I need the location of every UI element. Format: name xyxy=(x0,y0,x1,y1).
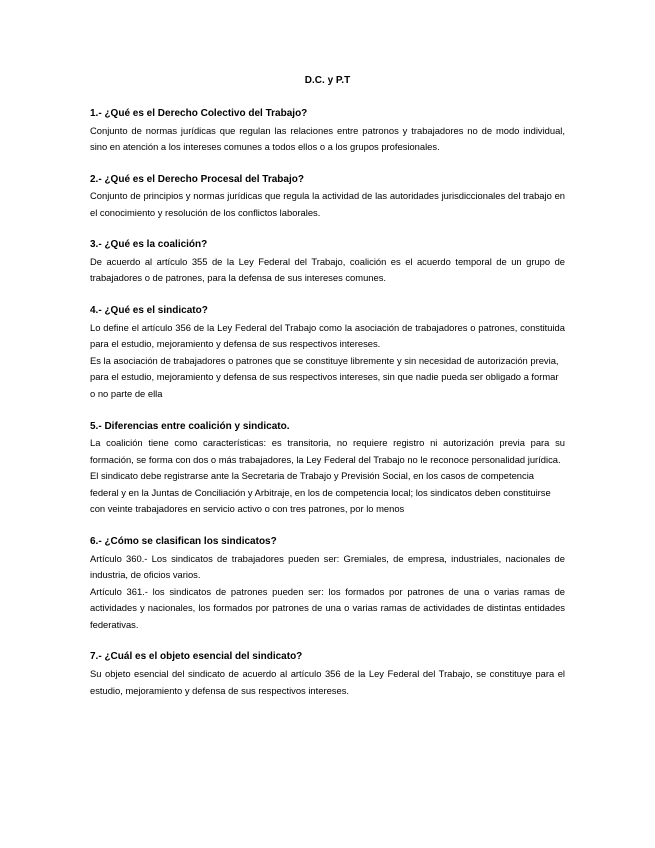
answer-paragraph: El sindicato debe registrarse ante la Secretaria de Trabajo y Previsión Social, en los casos de competencia federal y en la Juntas de Conciliación y Arbitraje, en los de competencia local; los sindicatos deben constituirse con veinte trabajadores en servicio activo o con tres patrones, por lo menos xyxy=(90,470,551,515)
answer-paragraph: De acuerdo al artículo 355 de la Ley Federal del Trabajo, coalición es el acuerdo temporal de un grupo de trabajadores o de patrones, para la defensa de sus intereses comunes. xyxy=(90,255,565,284)
question-1 xyxy=(90,106,565,156)
question-heading: 4.- ¿Qué es el sindicato? xyxy=(90,305,208,317)
question-heading: 3.- ¿Qué es la coalición? xyxy=(90,239,208,251)
answer-paragraph: La coalición tiene como características: es transitoria, no requiere registro ni autorización previa para su formación, se forma con dos o más trabajadores, la Ley Federal del Trabajo no le reconoce personalidad jurídica. xyxy=(90,437,565,465)
answer-paragraph: Conjunto de principios y normas jurídicas que regula la actividad de las autoridades jurisdiccionales del trabajo en el conocimiento y resolución de los conflictos laborales. xyxy=(90,190,565,218)
question-heading: 1.- ¿Qué es el Derecho Colectivo del Trabajo? xyxy=(90,108,308,119)
answer-paragraph: Su objeto esencial del sindicato de acuerdo al artículo 356 de la Ley Federal del Trabajo, se constituye para el estudio, mejoramiento y defensa de sus respectivos intereses. xyxy=(90,667,565,696)
question-3 xyxy=(90,237,565,287)
document-title: D.C. y P.T xyxy=(304,75,351,86)
question-2 xyxy=(90,172,565,222)
question-heading: 2.- ¿Qué es el Derecho Procesal del Trabajo? xyxy=(90,173,304,185)
question-5 xyxy=(90,419,565,518)
question-7 xyxy=(90,649,565,699)
answer-paragraph: Artículo 361.- los sindicatos de patrones pueden ser: los formados por patrones de una o varias ramas de actividades y nacionales, los formados por patrones de una o varias ramas de actividades de distintas entidades federativas. xyxy=(90,585,565,630)
answer-paragraph: Artículo 360.- Los sindicatos de trabajadores pueden ser: Gremiales, de empresa, industriales, nacionales de industria, de oficios varios. xyxy=(90,552,565,581)
question-6 xyxy=(90,534,565,633)
question-4 xyxy=(90,303,565,402)
answer-paragraph: Conjunto de normas jurídicas que regulan las relaciones entre patronos y trabajadores no de modo individual, sino en atención a los intereses comunes a todos ellos o a los grupos profesionales. xyxy=(90,124,565,153)
question-heading: 6.- ¿Cómo se clasifican los sindicatos? xyxy=(90,536,277,547)
document-page xyxy=(90,74,565,715)
answer-paragraph: Lo define el artículo 356 de la Ley Federal del Trabajo como la asociación de trabajadores o patrones, constituida para el estudio, mejoramiento y defensa de sus respectivos intereses. xyxy=(90,321,565,350)
question-heading: 5.- Diferencias entre coalición y sindicato. xyxy=(90,420,290,432)
question-heading: 7.- ¿Cuál es el objeto esencial del sindicato? xyxy=(90,651,303,663)
answer-paragraph: Es la asociación de trabajadores o patrones que se constituye libremente y sin necesidad de autorización previa, para el estudio, mejoramiento y defensa de sus respectivos intereses, sin que nadie pueda ser obligado a formar o no parte de ella xyxy=(90,354,559,399)
